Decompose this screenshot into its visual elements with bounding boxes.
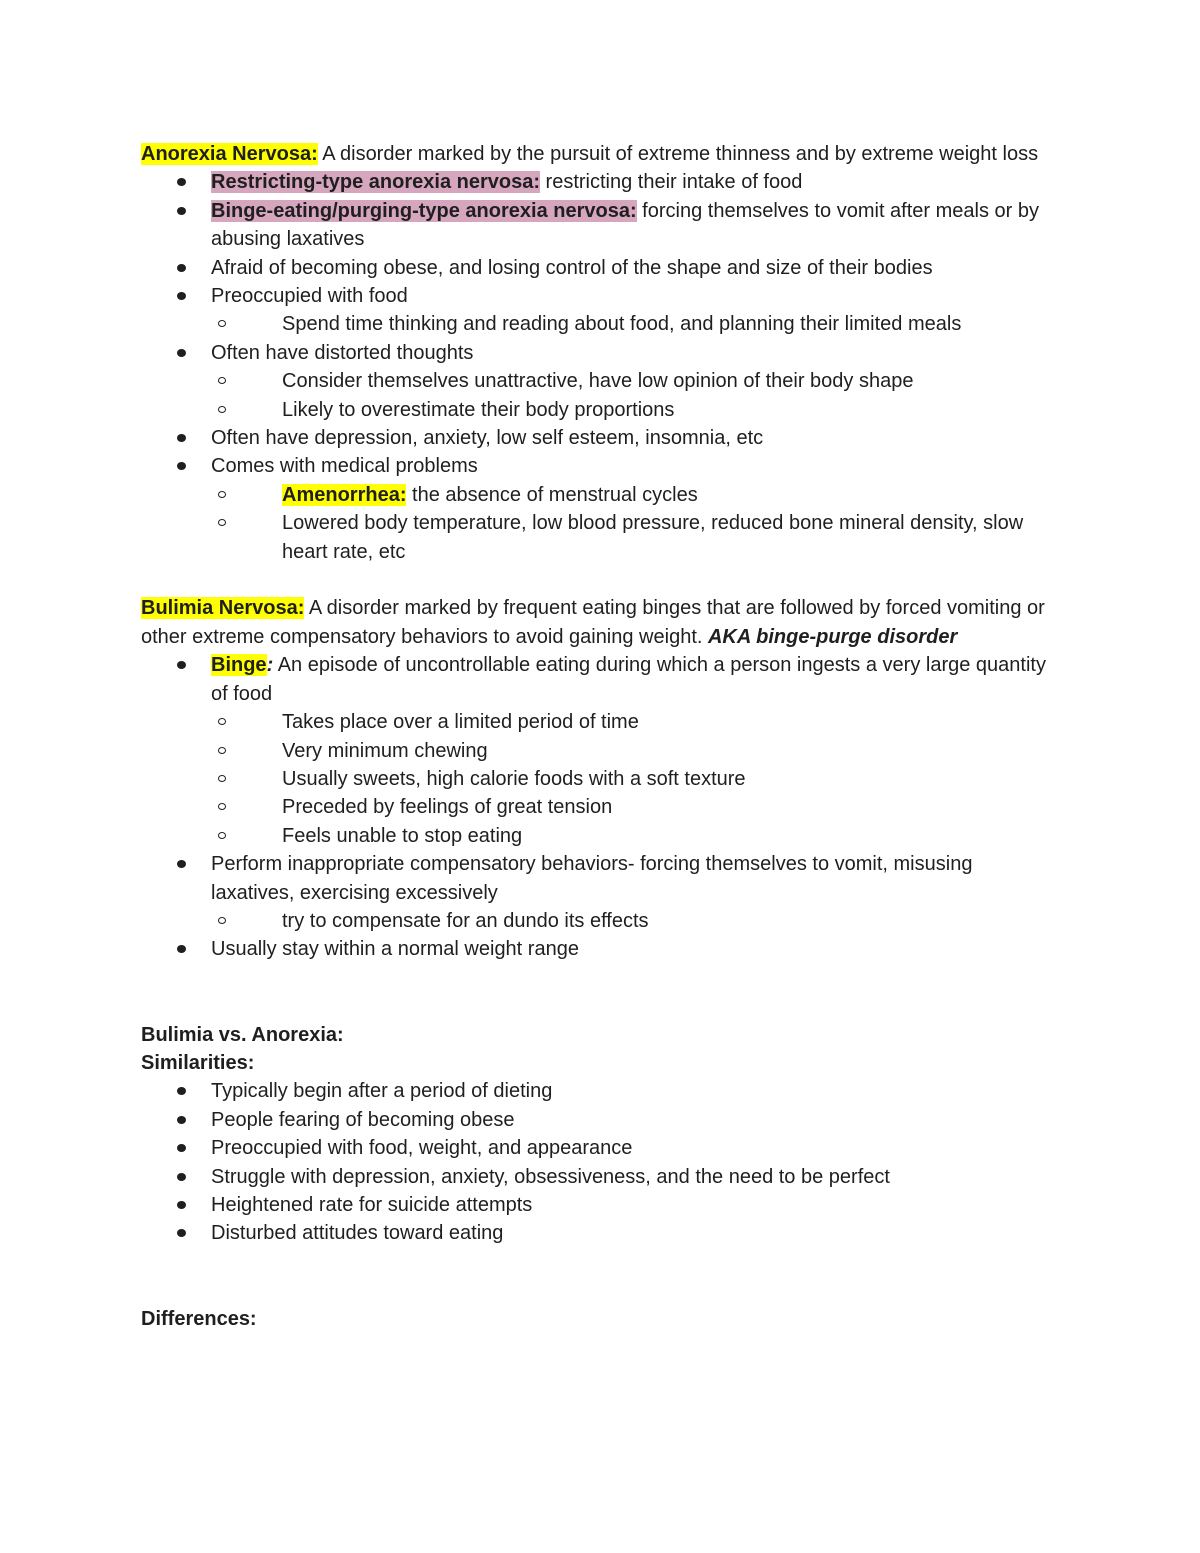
sub-list-item-text: Likely to overestimate their body proportions <box>282 398 675 421</box>
list-item-text: Often have distorted thoughts <box>211 341 474 364</box>
list-item <box>141 1134 1061 1162</box>
circle-bullet-icon <box>218 917 226 924</box>
list-item <box>141 424 1061 452</box>
list-item <box>141 1106 1061 1134</box>
circle-bullet-icon <box>218 718 226 725</box>
list-item-text: An episode of uncontrollable eating during which a person ingests a very large quantity of food <box>211 654 1046 705</box>
list-item-text: Preoccupied with food, weight, and appearance <box>211 1137 633 1160</box>
sub-list-item-text: Feels unable to stop eating <box>282 824 523 847</box>
bullet-icon <box>177 264 186 272</box>
bulimia-aka: AKA binge-purge disorder <box>707 625 958 648</box>
list-item <box>141 850 1061 935</box>
bullet-icon <box>177 945 186 953</box>
bullet-icon <box>177 178 186 186</box>
sub-list-item <box>211 907 1061 935</box>
circle-bullet-icon <box>218 832 226 839</box>
list-item-text: Preoccupied with food <box>211 285 408 308</box>
list-item <box>141 168 1061 196</box>
anorexia-definition-text: A disorder marked by the pursuit of extreme thinness and by extreme weight loss <box>317 143 1039 165</box>
circle-bullet-icon <box>218 775 226 782</box>
list-item <box>141 935 1061 963</box>
restricting-type-term: Restricting-type anorexia nervosa: <box>211 171 540 194</box>
list-item <box>141 452 1061 566</box>
sub-list-item <box>211 509 1061 566</box>
sub-list-item-text: Very minimum chewing <box>282 739 488 762</box>
bullet-icon <box>177 1144 186 1152</box>
sub-list-item <box>211 367 1061 395</box>
bullet-icon <box>177 292 186 300</box>
sub-list-item <box>211 481 1061 509</box>
bulimia-term: Bulimia Nervosa: <box>141 597 305 620</box>
spacer <box>141 566 1061 594</box>
list-item <box>141 1077 1061 1105</box>
anorexia-term: Anorexia Nervosa: <box>141 143 318 165</box>
bullet-icon <box>177 207 186 215</box>
anorexia-definition <box>141 140 1061 168</box>
bulimia-definition <box>141 594 1061 651</box>
list-item <box>141 1191 1061 1219</box>
binge-term: Binge <box>211 654 267 677</box>
list-item <box>141 339 1061 424</box>
list-item-text: Heightened rate for suicide attempts <box>211 1194 533 1216</box>
bullet-icon <box>177 1201 186 1209</box>
bullet-icon <box>177 1087 186 1095</box>
sub-list-item <box>211 396 1061 424</box>
list-item <box>141 197 1061 254</box>
circle-bullet-icon <box>218 320 226 327</box>
sub-list <box>211 310 1061 338</box>
spacer <box>141 964 1061 1021</box>
bullet-icon <box>177 434 186 442</box>
sub-list-item-text: Lowered body temperature, low blood pressure, reduced bone mineral density, slow heart rate, etc <box>282 512 1024 563</box>
bullet-icon <box>177 661 186 669</box>
circle-bullet-icon <box>218 803 226 810</box>
similarities-heading: Similarities: <box>141 1051 255 1074</box>
bullet-icon <box>177 349 186 357</box>
list-item-text: People fearing of becoming obese <box>211 1108 515 1131</box>
sub-list <box>211 907 1061 935</box>
list-item <box>141 1219 1061 1247</box>
document-page <box>141 140 1061 1333</box>
sub-list-item-text: Usually sweets, high calorie foods with a soft texture <box>282 767 746 790</box>
list-item-text: Struggle with depression, anxiety, obsessiveness, and the need to be perfect <box>211 1165 890 1188</box>
binge-term-colon: : <box>266 654 274 677</box>
sub-list-item <box>211 822 1061 850</box>
bulimia-list <box>141 651 1061 963</box>
circle-bullet-icon <box>218 491 226 498</box>
circle-bullet-icon <box>218 747 226 754</box>
list-item <box>141 282 1061 339</box>
bullet-icon <box>177 1116 186 1124</box>
list-item <box>141 1163 1061 1191</box>
list-item-text: Comes with medical problems <box>211 455 478 478</box>
list-item-text: Often have depression, anxiety, low self esteem, insomnia, etc <box>211 427 764 450</box>
list-item-text: Usually stay within a normal weight range <box>211 938 579 961</box>
sub-list-item-text: Spend time thinking and reading about food, and planning their limited meals <box>282 313 962 336</box>
bullet-icon <box>177 462 186 470</box>
list-item-text: Disturbed attitudes toward eating <box>211 1222 504 1245</box>
list-item-text: Afraid of becoming obese, and losing control of the shape and size of their bodies <box>211 256 933 279</box>
circle-bullet-icon <box>218 377 226 384</box>
sub-list-item-text: Takes place over a limited period of time <box>282 711 639 734</box>
list-item-text: Perform inappropriate compensatory behaviors- forcing themselves to vomit, misusing laxatives, exercising excessively <box>211 853 973 904</box>
spacer <box>141 1248 1061 1305</box>
sub-list-item <box>211 708 1061 736</box>
amenorrhea-term: Amenorrhea: <box>282 483 407 506</box>
sub-list <box>211 708 1061 850</box>
sub-list <box>211 367 1061 424</box>
differences-heading: Differences: <box>141 1307 257 1330</box>
anorexia-list <box>141 168 1061 566</box>
comparison-heading: Bulimia vs. Anorexia: <box>141 1023 344 1046</box>
list-item-text: Typically begin after a period of dieting <box>211 1080 553 1103</box>
bulimia-definition-text: A disorder marked by frequent eating binges that are followed by forced vomiting or other extreme compensatory behaviors to avoid gaining weight. <box>141 597 1045 648</box>
list-item <box>141 254 1061 282</box>
bullet-icon <box>177 1229 186 1237</box>
sub-list-item-text: Consider themselves unattractive, have low opinion of their body shape <box>282 370 914 393</box>
sub-list-item <box>211 765 1061 793</box>
similarities-list <box>141 1077 1061 1247</box>
sub-list-item <box>211 310 1061 338</box>
binge-purging-type-term: Binge-eating/purging-type anorexia nervosa: <box>211 199 637 222</box>
bullet-icon <box>177 860 186 868</box>
sub-list-item-text: try to compensate for an dundo its effects <box>282 909 649 932</box>
bullet-icon <box>177 1173 186 1181</box>
list-item-text: forcing themselves to vomit after meals or by abusing laxatives <box>211 199 1039 251</box>
list-item-text: restricting their intake of food <box>540 171 803 194</box>
sub-list-item-text: the absence of menstrual cycles <box>406 483 698 506</box>
sub-list-item-text: Preceded by feelings of great tension <box>282 796 613 819</box>
circle-bullet-icon <box>218 406 226 413</box>
sub-list-item <box>211 793 1061 821</box>
circle-bullet-icon <box>218 519 226 526</box>
sub-list <box>211 481 1061 566</box>
list-item <box>141 651 1061 850</box>
sub-list-item <box>211 737 1061 765</box>
